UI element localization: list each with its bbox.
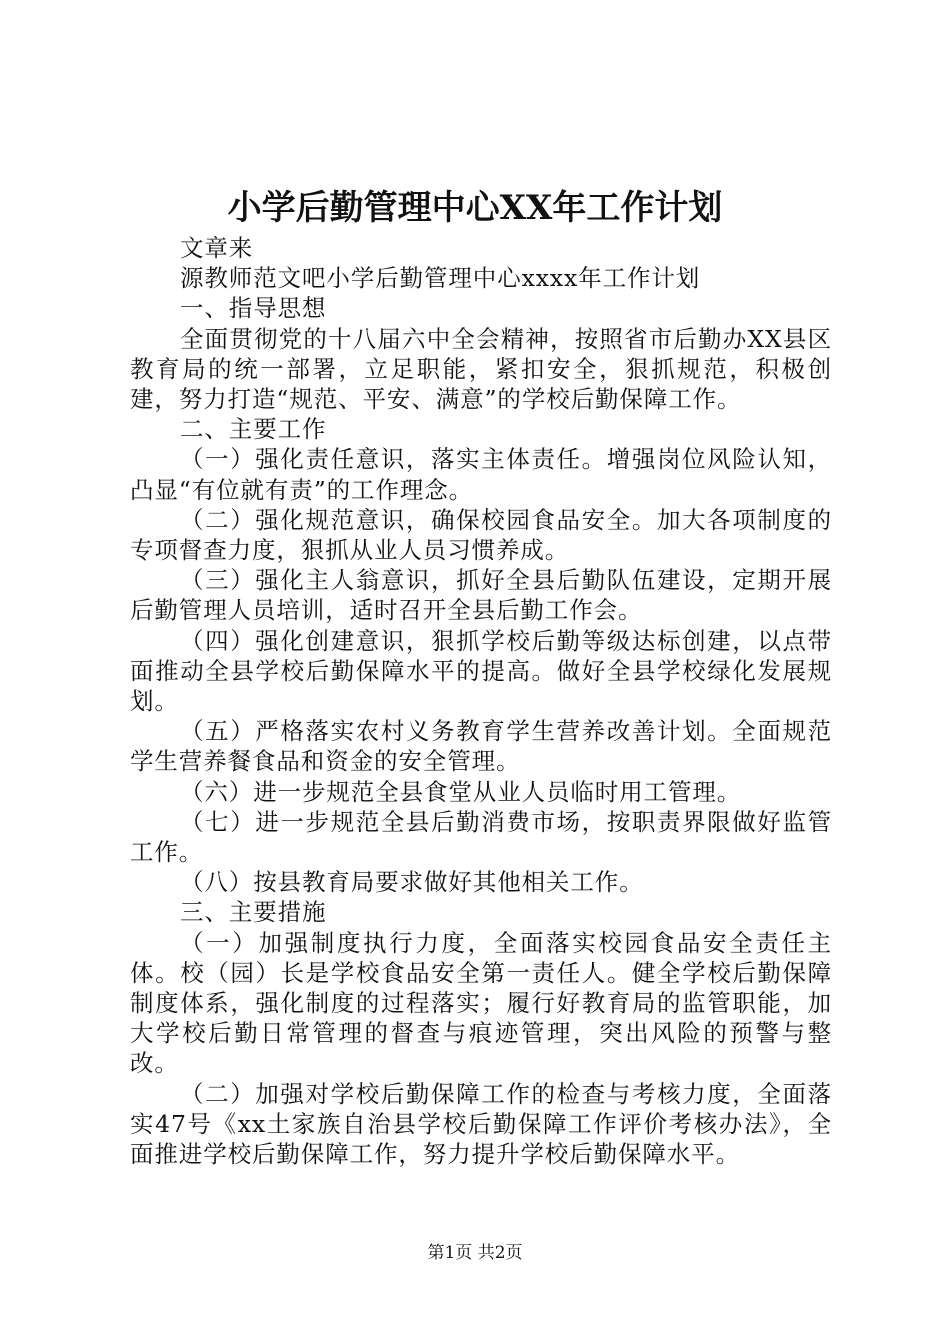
paragraph-source-1: 文章来	[180, 234, 254, 262]
paragraph-work-2: （二）强化规范意识，确保校园食品安全。加大各项制度的专项督查力度，狠抓从业人员习惯养成。	[130, 505, 832, 565]
heading-main-measures: 三、主要措施	[180, 898, 327, 927]
paragraph-work-1: （一）强化责任意识，落实主体责任。增强岗位风险认知，凸显“有位就有责”的工作理念。	[130, 445, 832, 504]
paragraph-source-2: 源教师范文吧小学后勤管理中心xxxx年工作计划	[180, 264, 701, 293]
paragraph-guiding-thought: 全面贯彻党的十八届六中全会精神，按照省市后勤办XX县区教育局的统一部署，立足职能，紧扣安全，狠抓规范，积极创建，努力打造“规范、平安、满意”的学校后勤保障工作。	[130, 324, 832, 414]
paragraph-work-6: （六）进一步规范全县食堂从业人员临时用工管理。	[180, 777, 742, 806]
paragraph-work-8: （八）按县教育局要求做好其他相关工作。	[180, 868, 644, 897]
paragraph-measure-1: （一）加强制度执行力度，全面落实校园食品安全责任主体。校（园）长是学校食品安全第一责任人。健全学校后勤保障制度体系，强化制度的过程落实；履行好教育局的监管职能，加大学校后勤日常管理的督查与痕迹管理，突出风险的预警与整改。	[130, 928, 832, 1078]
paragraph-work-4: （四）强化创建意识，狠抓学校后勤等级达标创建，以点带面推动全县学校后勤保障水平的提高。做好全县学校绿化发展规划。	[130, 626, 832, 716]
heading-guiding-thought: 一、指导思想	[180, 294, 327, 323]
paragraph-work-3: （三）强化主人翁意识，抓好全县后勤队伍建设，定期开展后勤管理人员培训，适时召开全县后勤工作会。	[130, 566, 832, 625]
document-body	[130, 233, 832, 1169]
paragraph-measure-2: （二）加强对学校后勤保障工作的检查与考核力度，全面落实47号《xx土家族自治县学校后勤保障工作评价考核办法》，全面推进学校后勤保障工作，努力提升学校后勤保障水平。	[130, 1079, 832, 1169]
document-title: 小学后勤管理中心XX年工作计划	[227, 188, 723, 228]
paragraph-work-7: （七）进一步规范全县后勤消费市场，按职责界限做好监管工作。	[130, 807, 832, 867]
heading-main-work: 二、主要工作	[180, 415, 327, 444]
paragraph-work-5: （五）严格落实农村义务教育学生营养改善计划。全面规范学生营养餐食品和资金的安全管理。	[130, 717, 832, 776]
page-footer: 第1页 共2页	[427, 1243, 523, 1263]
